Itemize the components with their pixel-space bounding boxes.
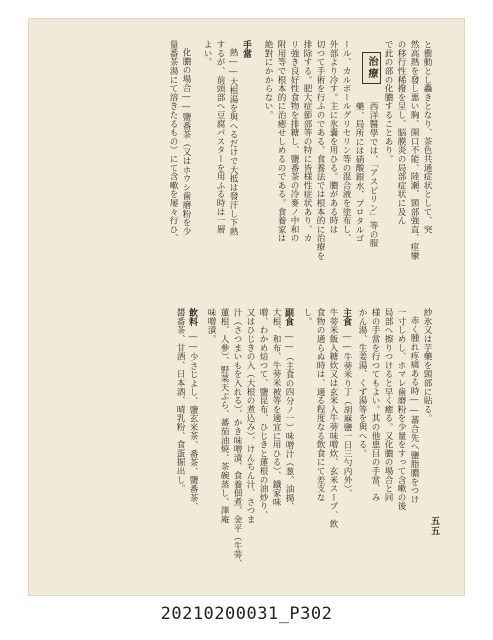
lower-text-line: かん湯、生姜湯、くず湯等を與へる。 xyxy=(357,308,367,458)
treatment-heading: 治療 xyxy=(362,52,381,84)
upper-text-line: するが、前頭部へ豆腐パスターを用ふる時は一層 xyxy=(215,40,225,234)
lower-text-line: ――（主食の四分ノ一）味噌汁（葱、油揚、 xyxy=(284,332,294,511)
document-paper xyxy=(28,18,465,596)
lower-text-line: 一寸しめし、ホマレ歯磨粉を少量をすって含嗽の後 xyxy=(396,308,406,511)
upper-text-line: ール、カルボールグリセリン等の混合液を塗布し、 xyxy=(341,40,351,243)
lower-text-line: 醬番茶、甘酒、日本酒、晴乳粉、食蛋掘出し。 xyxy=(175,308,185,493)
lower-text-line: 食物の通らぬ時は、適る程度なる飲食にて差支な xyxy=(315,308,325,502)
drinks-subheading: 飲料 xyxy=(187,308,197,326)
lower-text-line: 噌、わかめ焙つて、鹽昆布、ひじきと蓮根の油炒り、 xyxy=(258,308,268,520)
upper-text-line: 外部より冷す。主に氷嚢を用ひる。膿がある時は xyxy=(328,40,338,234)
side-dish-subheading: 副食 xyxy=(283,308,293,326)
lower-text-line: 又はひじきの入（大根の煮込み）、けんちん汁、さつま xyxy=(245,308,255,524)
upper-text-line: の移行性稀撥を呈し、脳膜炎の局部症状に及ん xyxy=(396,40,406,225)
lower-text-line: 局部へ擦りつけると早く癒る。又化膿の場合と同 xyxy=(383,308,393,502)
lower-text-line: 紗氷又は芋藥を頸部に貼る。 xyxy=(422,308,432,423)
upper-text-line: 熱――大根湯を與へるだけで大抵は發汗し下熱 xyxy=(228,48,238,236)
upper-text-line: で此の部の化膿することあり。 xyxy=(383,40,393,164)
upper-text-line: と衝動とし轟きとなり、茶色共通症状として、突 xyxy=(422,40,432,234)
lower-text-line: 汁（さつまいもを入れる）、かき味噌漬、食養佃煮、金平（牛蒡、 xyxy=(232,308,242,568)
first-aid-subheading: 手當 xyxy=(241,40,251,58)
book-page xyxy=(28,18,465,596)
lower-text-line: 蓮根、人參）、野菜天ぷら、蕃茄油焼、茶碗蒸し、澤庵 xyxy=(219,308,229,524)
page-number: 五五 xyxy=(429,516,439,536)
image-caption: 20210200031_P302 xyxy=(160,604,333,624)
lower-text-line: 大根、和布、牛蒡米被等を適宜に用ひる）、鐵家味 xyxy=(271,308,281,507)
lower-text-line: し。 xyxy=(302,308,312,326)
lower-text-line: 赤く腫れ疼痛ある時――蕃合先へ鹽脂膿をつけ xyxy=(409,316,419,504)
upper-text-line: 藥、局所には硝酸銀水、プロタルゴ xyxy=(354,102,364,243)
upper-text-line: よい。 xyxy=(202,40,212,67)
upper-text-line: 切つて手術を行ふのである。食養法では根本的に治療を xyxy=(315,40,325,260)
upper-text-line: 排除する。肥大症節部等の特に皆様性症状あり、カ xyxy=(302,40,312,243)
lower-text-line: 牛蒡米飯入糖炊又は玄米入牛蒡味噌炊、玄米スープ、飲 xyxy=(328,308,338,528)
upper-text-line: 然高熱を發し悪い胸、開口不能、陸瀬、頸部強直、痙攣 xyxy=(409,40,419,260)
upper-text-line: 量番茶湯にて溶きたるもの）にて含嗽を屡々行ひ、 xyxy=(168,40,178,243)
upper-text-line: リ強き良好性食物を排糖し、鹽番茶の冷麥ノ中和の xyxy=(289,40,299,243)
upper-text-line: 化膿の場合――鹽番茶（又はホウシ歯磨粉を少 xyxy=(181,48,191,236)
lower-text-line: 様の手當を行つてもよい。其の他患目の手當、み xyxy=(370,308,380,502)
lower-text-line: ――牛蒡米り丁（胡麻鹽一日三勺内外）、 xyxy=(342,332,352,498)
upper-text-line: 西洋醫學では、「アスピリン」等の服 xyxy=(368,102,378,248)
lower-text-line: ――少さじよし、鹽玄米茶、番茶、鹽番茶、 xyxy=(188,332,198,511)
staple-food-subheading: 主食 xyxy=(341,308,351,326)
lower-text-line: 味噌漬。 xyxy=(206,308,216,344)
upper-text-line: 絶對にかからない。 xyxy=(263,40,273,120)
upper-text-line: 附用等で根本的に治癒せしめるのである。食養家は xyxy=(276,40,286,243)
